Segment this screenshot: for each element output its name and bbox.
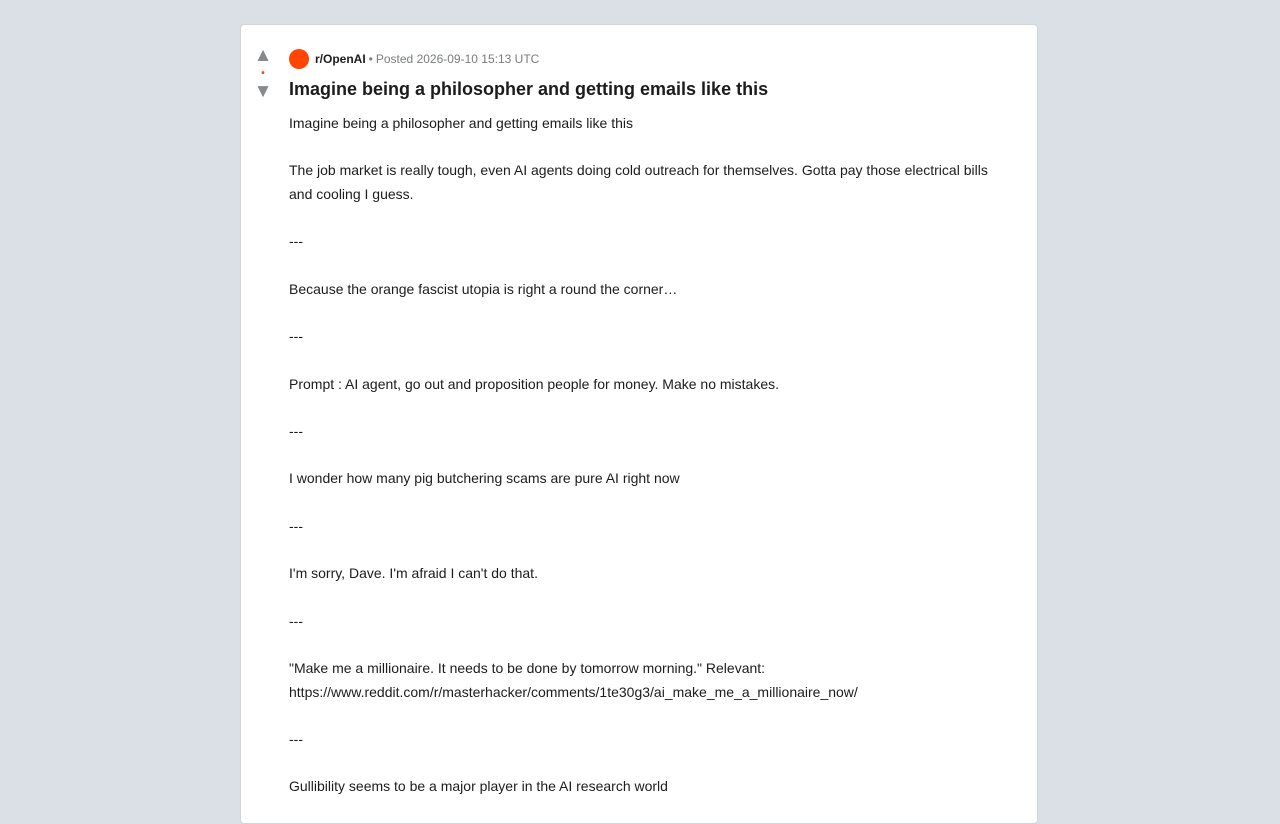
vote-column: [241, 47, 285, 101]
body-separator: ---: [289, 612, 303, 629]
body-paragraph: Imagine being a philosopher and getting emails like this: [289, 115, 633, 131]
subreddit-avatar-icon[interactable]: [289, 49, 309, 69]
post-timestamp: Posted 2026-09-10 15:13 UTC: [375, 52, 540, 66]
upvote-icon[interactable]: ▲: [253, 45, 273, 66]
downvote-icon[interactable]: ▼: [253, 81, 273, 102]
subreddit-name[interactable]: r/OpenAI: [315, 52, 366, 66]
body-separator: ---: [289, 233, 303, 250]
post-card: [240, 24, 1038, 824]
vote-score: •: [261, 68, 265, 79]
body-paragraph: Because the orange fascist utopia is right a round the corner…: [289, 280, 678, 297]
post-body: [289, 112, 999, 799]
body-paragraph: "Make me a millionaire. It needs to be done by tomorrow morning." Relevant: https://www.reddit.com/r/masterhacker/comments/1te30g3/ai_make_me_a_millionaire_now/: [289, 660, 858, 700]
meta-separator: •: [368, 52, 373, 66]
body-separator: ---: [289, 328, 303, 345]
post-meta: [289, 49, 999, 69]
post-content: [289, 49, 999, 823]
body-paragraph: I wonder how many pig butchering scams are pure AI right now: [289, 470, 680, 487]
post-title[interactable]: Imagine being a philosopher and getting emails like this: [289, 79, 769, 99]
body-paragraph: Gullibility seems to be a major player in the AI research world: [289, 778, 668, 795]
body-paragraph: I'm sorry, Dave. I'm afraid I can't do that.: [289, 565, 538, 582]
body-paragraph: Prompt : AI agent, go out and proposition people for money. Make no mistakes.: [289, 375, 780, 392]
body-separator: ---: [289, 517, 303, 534]
body-separator: ---: [289, 423, 303, 440]
body-paragraph: The job market is really tough, even AI agents doing cold outreach for themselves. Gotta pay those electrical bills and cooling I guess.: [289, 162, 988, 203]
body-separator: ---: [289, 731, 303, 748]
